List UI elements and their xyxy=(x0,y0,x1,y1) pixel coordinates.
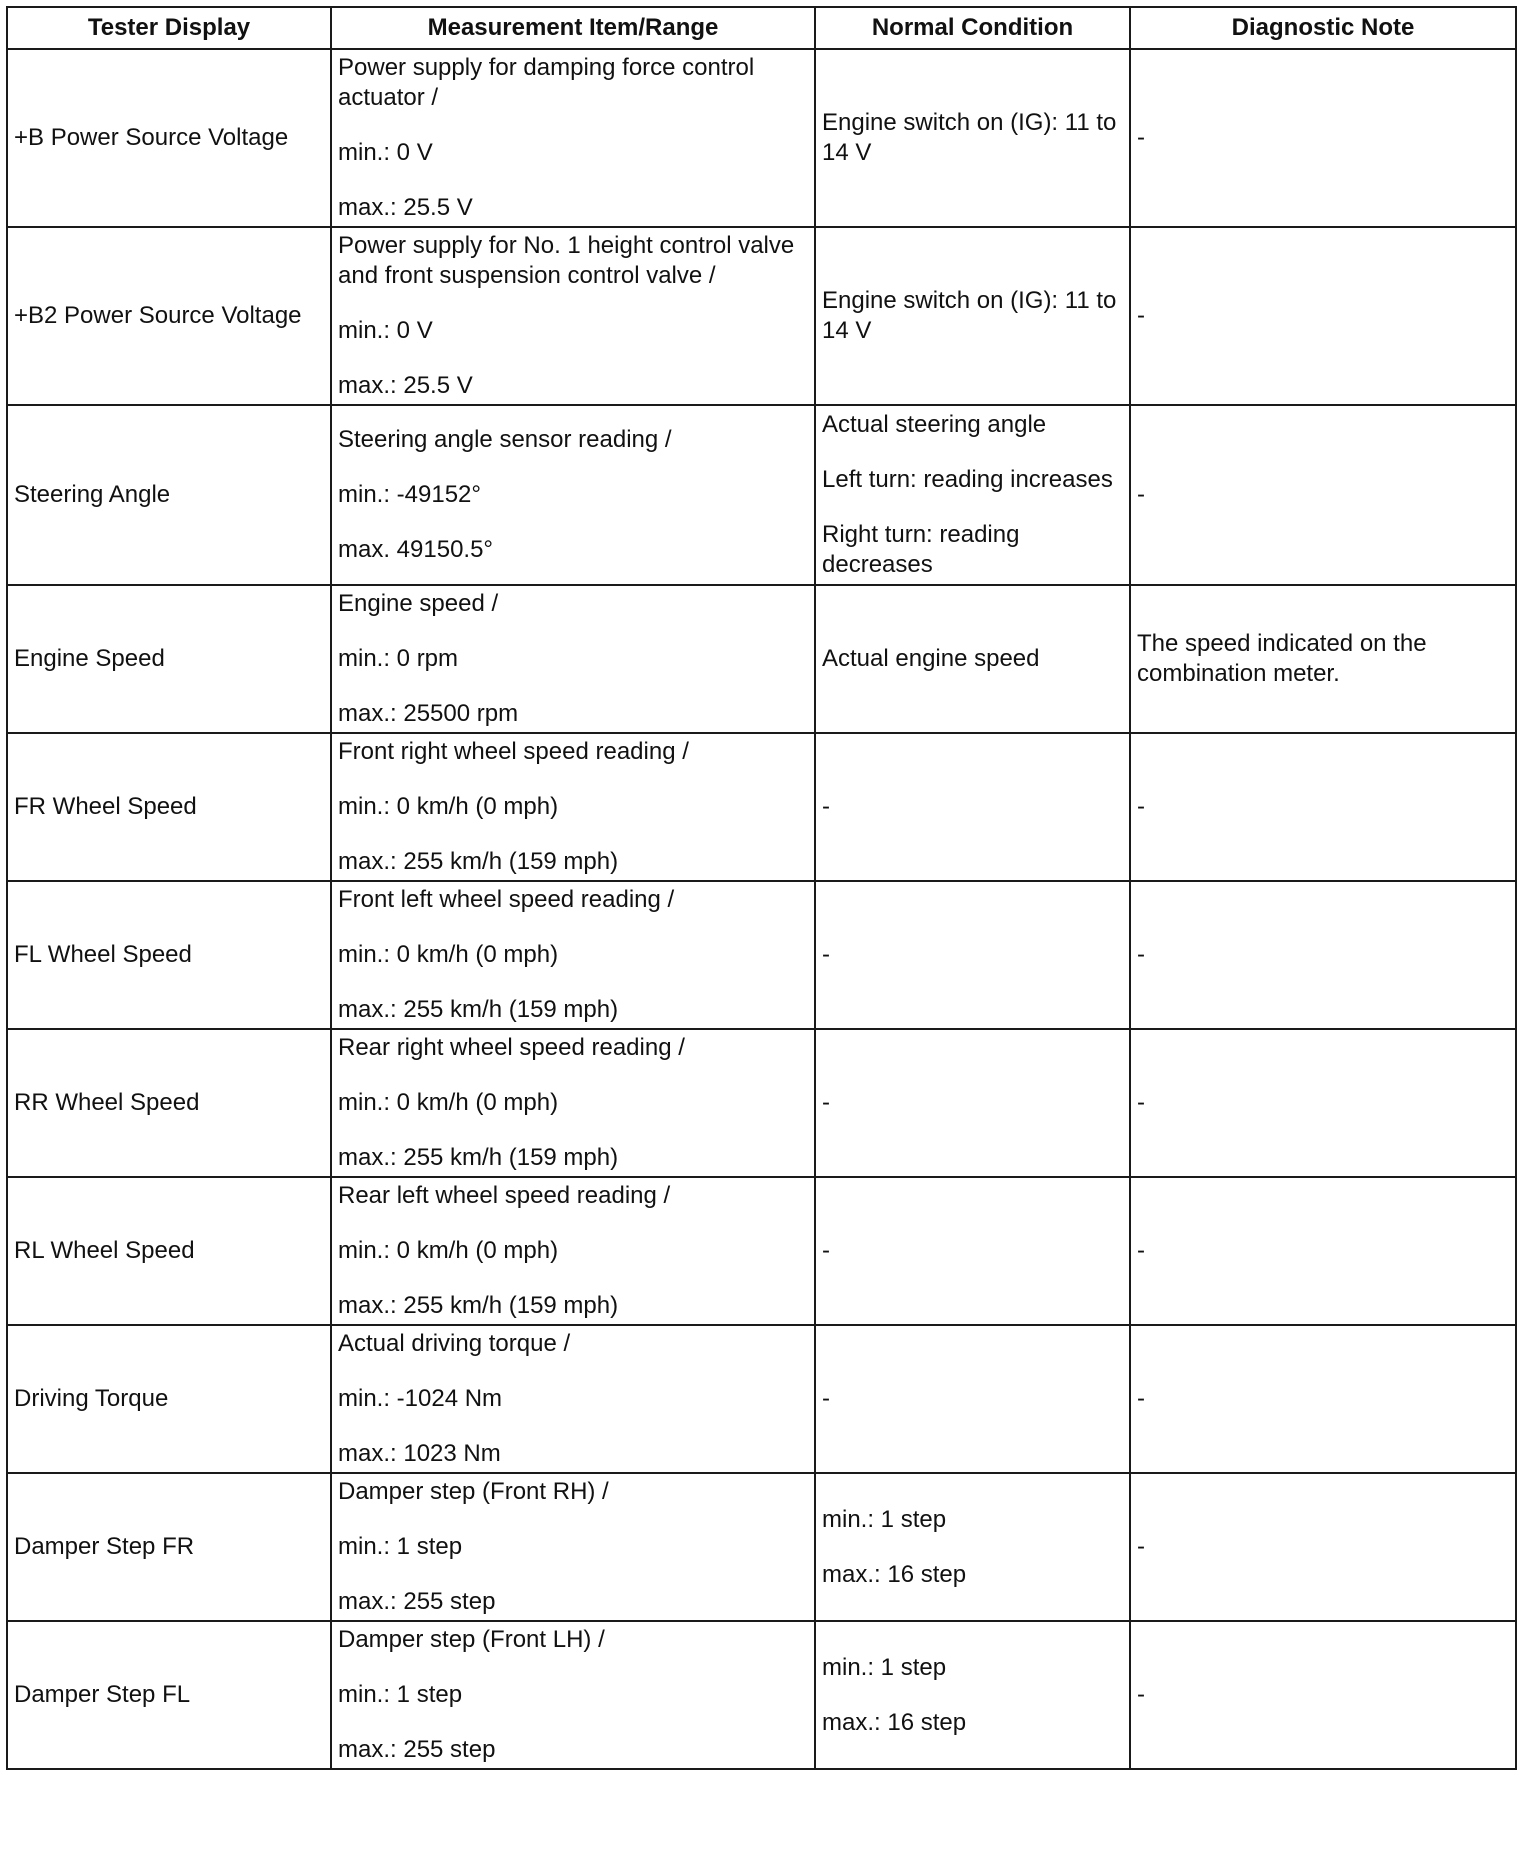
cell-diagnostic-note: - xyxy=(1130,1029,1516,1177)
measurement-line: min.: 0 km/h (0 mph) xyxy=(338,793,559,820)
cell-measurement-range xyxy=(331,1473,815,1621)
table-row xyxy=(7,1621,1516,1769)
normal-condition-line: Actual steering angle xyxy=(822,411,1047,438)
cell-normal-condition xyxy=(815,49,1130,227)
cell-normal-condition xyxy=(815,1029,1130,1177)
normal-condition-line: - xyxy=(822,793,830,820)
table-row xyxy=(7,881,1516,1029)
measurement-line: min.: 0 km/h (0 mph) xyxy=(338,941,559,968)
normal-condition-line: Left turn: reading increases xyxy=(822,466,1113,493)
cell-normal-condition xyxy=(815,585,1130,733)
normal-condition-line: Right turn: reading decreases xyxy=(822,521,1020,578)
cell-tester-display: FR Wheel Speed xyxy=(7,733,331,881)
cell-measurement-range xyxy=(331,1029,815,1177)
cell-measurement-range xyxy=(331,733,815,881)
cell-normal-condition xyxy=(815,405,1130,585)
normal-condition-line: min.: 1 step xyxy=(822,1505,947,1533)
table-row xyxy=(7,1473,1516,1621)
header-normal-condition: Normal Condition xyxy=(815,7,1130,49)
cell-normal-condition xyxy=(815,1325,1130,1473)
measurement-line: min.: 1 step xyxy=(338,1681,463,1708)
table-row xyxy=(7,585,1516,733)
measurement-line: Damper step (Front RH) / xyxy=(338,1478,609,1505)
measurement-line: Rear right wheel speed reading / xyxy=(338,1034,685,1061)
normal-condition-line: Engine switch on (IG): 11 to 14 V xyxy=(822,287,1117,344)
cell-tester-display: Damper Step FL xyxy=(7,1621,331,1769)
table-body xyxy=(7,49,1516,1769)
cell-tester-display: Driving Torque xyxy=(7,1325,331,1473)
header-tester-display: Tester Display xyxy=(7,7,331,49)
measurement-line: max.: 255 step xyxy=(338,1588,496,1615)
measurement-line: max. 49150.5° xyxy=(338,536,494,563)
measurement-line: min.: 1 step xyxy=(338,1533,463,1560)
cell-diagnostic-note: - xyxy=(1130,49,1516,227)
table-row xyxy=(7,227,1516,405)
cell-measurement-range xyxy=(331,1325,815,1473)
table-header xyxy=(7,7,1516,49)
measurement-line: min.: 0 rpm xyxy=(338,645,459,672)
table-row xyxy=(7,49,1516,227)
cell-normal-condition xyxy=(815,1621,1130,1769)
normal-condition-line: - xyxy=(822,1089,830,1116)
measurement-line: min.: -1024 Nm xyxy=(338,1385,503,1412)
table-row xyxy=(7,405,1516,585)
normal-condition-line: max.: 16 step xyxy=(822,1560,967,1588)
cell-tester-display: RR Wheel Speed xyxy=(7,1029,331,1177)
cell-measurement-range xyxy=(331,49,815,227)
measurement-line: max.: 255 km/h (159 mph) xyxy=(338,1144,619,1171)
table-row xyxy=(7,1325,1516,1473)
cell-measurement-range xyxy=(331,227,815,405)
measurement-line: max.: 1023 Nm xyxy=(338,1440,501,1467)
cell-diagnostic-note: - xyxy=(1130,1621,1516,1769)
cell-diagnostic-note: - xyxy=(1130,1177,1516,1325)
measurement-line: Rear left wheel speed reading / xyxy=(338,1182,671,1209)
header-measurement-item: Measurement Item/Range xyxy=(331,7,815,49)
cell-tester-display: +B Power Source Voltage xyxy=(7,49,331,227)
cell-diagnostic-note: - xyxy=(1130,1473,1516,1621)
cell-diagnostic-note: The speed indicated on the combination meter. xyxy=(1130,585,1516,733)
cell-tester-display: Steering Angle xyxy=(7,405,331,585)
cell-diagnostic-note: - xyxy=(1130,1325,1516,1473)
cell-measurement-range xyxy=(331,1177,815,1325)
measurement-line: max.: 25.5 V xyxy=(338,194,473,221)
measurement-line: max.: 255 km/h (159 mph) xyxy=(338,848,619,875)
cell-tester-display: Damper Step FR xyxy=(7,1473,331,1621)
measurement-line: Front left wheel speed reading / xyxy=(338,886,675,913)
cell-diagnostic-note: - xyxy=(1130,881,1516,1029)
measurement-line: min.: 0 km/h (0 mph) xyxy=(338,1089,559,1116)
measurement-line: max.: 25500 rpm xyxy=(338,700,519,727)
table-row xyxy=(7,1029,1516,1177)
cell-normal-condition xyxy=(815,227,1130,405)
cell-normal-condition xyxy=(815,733,1130,881)
cell-diagnostic-note: - xyxy=(1130,405,1516,585)
normal-condition-line: - xyxy=(822,1237,830,1264)
normal-condition-line: Actual engine speed xyxy=(822,645,1040,672)
cell-tester-display: Engine Speed xyxy=(7,585,331,733)
normal-condition-line: Engine switch on (IG): 11 to 14 V xyxy=(822,109,1117,166)
normal-condition-line: - xyxy=(822,941,830,968)
measurement-line: Steering angle sensor reading / xyxy=(338,426,672,453)
header-row xyxy=(7,7,1516,49)
cell-measurement-range xyxy=(331,405,815,585)
cell-normal-condition xyxy=(815,1473,1130,1621)
cell-tester-display: FL Wheel Speed xyxy=(7,881,331,1029)
normal-condition-line: max.: 16 step xyxy=(822,1708,967,1736)
measurement-line: max.: 255 km/h (159 mph) xyxy=(338,1292,619,1319)
measurement-line: Front right wheel speed reading / xyxy=(338,738,689,765)
cell-measurement-range xyxy=(331,881,815,1029)
measurement-line: max.: 25.5 V xyxy=(338,372,473,399)
cell-measurement-range xyxy=(331,1621,815,1769)
cell-normal-condition xyxy=(815,1177,1130,1325)
normal-condition-line: - xyxy=(822,1385,830,1412)
data-list-table xyxy=(6,6,1517,1770)
measurement-line: min.: 0 V xyxy=(338,139,433,166)
header-diagnostic-note: Diagnostic Note xyxy=(1130,7,1516,49)
measurement-line: Power supply for No. 1 height control valve and front suspension control valve / xyxy=(338,232,795,289)
cell-tester-display: RL Wheel Speed xyxy=(7,1177,331,1325)
measurement-line: max.: 255 step xyxy=(338,1736,496,1763)
measurement-line: Actual driving torque / xyxy=(338,1330,571,1357)
cell-measurement-range xyxy=(331,585,815,733)
table-row xyxy=(7,1177,1516,1325)
table-row xyxy=(7,733,1516,881)
normal-condition-line: min.: 1 step xyxy=(822,1653,947,1681)
cell-diagnostic-note: - xyxy=(1130,733,1516,881)
measurement-line: min.: -49152° xyxy=(338,481,482,508)
measurement-line: Power supply for damping force control actuator / xyxy=(338,54,755,111)
measurement-line: Damper step (Front LH) / xyxy=(338,1626,605,1653)
cell-tester-display: +B2 Power Source Voltage xyxy=(7,227,331,405)
measurement-line: min.: 0 km/h (0 mph) xyxy=(338,1237,559,1264)
measurement-line: max.: 255 km/h (159 mph) xyxy=(338,996,619,1023)
measurement-line: min.: 0 V xyxy=(338,317,433,344)
measurement-line: Engine speed / xyxy=(338,590,499,617)
cell-normal-condition xyxy=(815,881,1130,1029)
cell-diagnostic-note: - xyxy=(1130,227,1516,405)
